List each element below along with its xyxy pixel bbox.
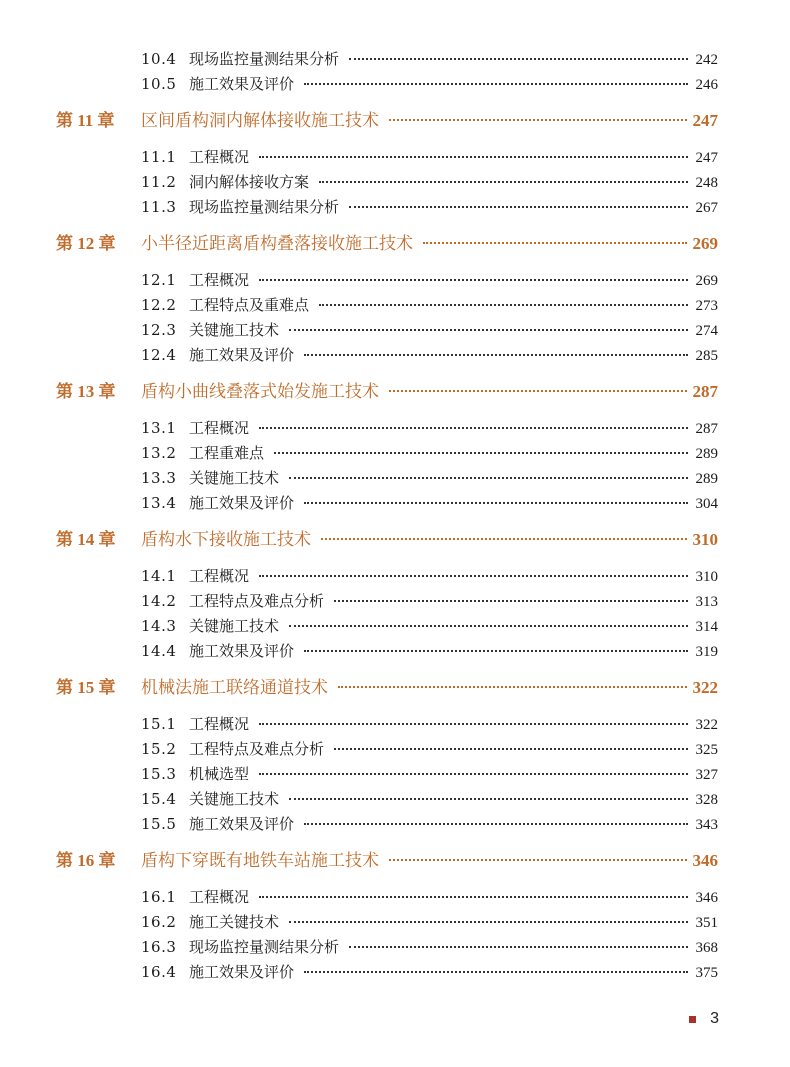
dot-leader [304, 502, 688, 504]
toc-section-entry[interactable] [56, 935, 718, 960]
dot-leader [389, 119, 687, 121]
section-number: 13.4 [141, 494, 177, 512]
toc-section-entry[interactable] [56, 195, 718, 220]
entry-title: 工程特点及难点分析 [189, 592, 325, 610]
dot-leader [321, 538, 687, 540]
entry-page-number: 248 [695, 175, 718, 191]
toc-section-entry[interactable] [56, 787, 718, 812]
chapter-number: 第 12 章 [56, 234, 116, 253]
entry-page-number: 247 [692, 111, 718, 130]
toc-section-entry[interactable] [56, 737, 718, 762]
toc-chapter-entry[interactable] [56, 849, 718, 873]
entry-title: 工程概况 [189, 148, 250, 166]
dot-leader [259, 427, 688, 429]
toc-section-entry[interactable] [56, 910, 718, 935]
chapter-number: 第 11 章 [56, 111, 115, 130]
entry-title: 工程概况 [189, 271, 250, 289]
section-number: 15.5 [141, 815, 177, 833]
toc-section-entry[interactable] [56, 293, 718, 318]
entry-title: 区间盾构洞内解体接收施工技术 [141, 111, 379, 131]
dot-leader [304, 650, 688, 652]
entry-title: 小半径近距离盾构叠落接收施工技术 [141, 234, 413, 254]
toc-chapter-entry[interactable] [56, 528, 718, 552]
section-number: 10.5 [141, 75, 177, 93]
entry-page-number: 322 [692, 678, 718, 697]
section-number: 12.4 [141, 346, 177, 364]
section-number: 10.4 [141, 50, 177, 68]
square-marker-icon [689, 1016, 696, 1023]
entry-page-number: 346 [692, 851, 718, 870]
section-number: 13.3 [141, 469, 177, 487]
section-number: 15.3 [141, 765, 177, 783]
dot-leader [259, 279, 688, 281]
entry-title: 关键施工技术 [189, 617, 280, 635]
entry-page-number: 322 [695, 717, 718, 733]
toc-section-entry[interactable] [56, 47, 718, 72]
entry-title: 现场监控量测结果分析 [189, 938, 340, 956]
entry-page-number: 246 [695, 77, 718, 93]
entry-title: 施工效果及评价 [189, 75, 295, 93]
dot-leader [304, 823, 688, 825]
toc-section-entry[interactable] [56, 318, 718, 343]
entry-title: 现场监控量测结果分析 [189, 50, 340, 68]
entry-title: 工程概况 [189, 888, 250, 906]
entry-page-number: 310 [695, 569, 718, 585]
entry-page-number: 351 [695, 915, 718, 931]
section-number: 14.4 [141, 642, 177, 660]
dot-leader [319, 304, 688, 306]
toc-section-entry[interactable] [56, 491, 718, 516]
toc-chapter-entry[interactable] [56, 109, 718, 133]
section-number: 15.1 [141, 715, 177, 733]
entry-title: 工程重难点 [189, 444, 265, 462]
section-number: 16.1 [141, 888, 177, 906]
entry-page-number: 328 [695, 792, 718, 808]
section-number: 12.1 [141, 271, 177, 289]
entry-title: 洞内解体接收方案 [189, 173, 310, 191]
section-number: 16.3 [141, 938, 177, 956]
toc-section-entry[interactable] [56, 441, 718, 466]
section-number: 14.1 [141, 567, 177, 585]
entry-title: 施工效果及评价 [189, 642, 295, 660]
entry-title: 盾构小曲线叠落式始发施工技术 [141, 382, 379, 402]
toc-section-entry[interactable] [56, 589, 718, 614]
toc-chapter-entry[interactable] [56, 232, 718, 256]
toc-section-entry[interactable] [56, 614, 718, 639]
toc-section-entry[interactable] [56, 416, 718, 441]
toc-section-entry[interactable] [56, 343, 718, 368]
entry-title: 工程概况 [189, 567, 250, 585]
section-number: 16.4 [141, 963, 177, 981]
page-footer [689, 1010, 719, 1028]
toc-chapter-entry[interactable] [56, 676, 718, 700]
toc-section-entry[interactable] [56, 960, 718, 985]
entry-page-number: 327 [695, 767, 718, 783]
toc-section-entry[interactable] [56, 712, 718, 737]
table-of-contents [56, 47, 718, 985]
entry-title: 关键施工技术 [189, 469, 280, 487]
dot-leader [259, 156, 688, 158]
dot-leader [349, 58, 688, 60]
section-number: 15.2 [141, 740, 177, 758]
dot-leader [289, 798, 688, 800]
entry-title: 现场监控量测结果分析 [189, 198, 340, 216]
section-number: 13.1 [141, 419, 177, 437]
entry-page-number: 287 [692, 382, 718, 401]
dot-leader [319, 181, 688, 183]
toc-chapter-entry[interactable] [56, 380, 718, 404]
entry-page-number: 242 [695, 52, 718, 68]
chapter-number: 第 16 章 [56, 851, 116, 870]
section-number: 14.3 [141, 617, 177, 635]
entry-page-number: 287 [695, 421, 718, 437]
entry-page-number: 273 [695, 298, 718, 314]
entry-page-number: 368 [695, 940, 718, 956]
toc-section-entry[interactable] [56, 466, 718, 491]
section-number: 12.2 [141, 296, 177, 314]
entry-page-number: 304 [695, 496, 718, 512]
entry-title: 施工效果及评价 [189, 494, 295, 512]
entry-page-number: 269 [695, 273, 718, 289]
chapter-number: 第 15 章 [56, 678, 116, 697]
section-number: 12.3 [141, 321, 177, 339]
dot-leader [338, 686, 687, 688]
entry-page-number: 274 [695, 323, 718, 339]
entry-title: 盾构下穿既有地铁车站施工技术 [141, 851, 379, 871]
dot-leader [304, 83, 688, 85]
toc-section-entry[interactable] [56, 762, 718, 787]
dot-leader [304, 354, 688, 356]
entry-page-number: 310 [692, 530, 718, 549]
entry-title: 机械选型 [189, 765, 250, 783]
dot-leader [274, 452, 688, 454]
section-number: 11.2 [141, 173, 177, 191]
dot-leader [304, 971, 688, 973]
toc-section-entry[interactable] [56, 885, 718, 910]
chapter-number: 第 13 章 [56, 382, 116, 401]
dot-leader [349, 206, 688, 208]
entry-title: 施工效果及评价 [189, 963, 295, 981]
dot-leader [289, 921, 688, 923]
dot-leader [389, 859, 687, 861]
entry-title: 关键施工技术 [189, 321, 280, 339]
section-number: 11.3 [141, 198, 177, 216]
section-number: 15.4 [141, 790, 177, 808]
toc-section-entry[interactable] [56, 145, 718, 170]
entry-page-number: 319 [695, 644, 718, 660]
toc-section-entry[interactable] [56, 72, 718, 97]
entry-title: 工程特点及难点分析 [189, 740, 325, 758]
entry-title: 工程概况 [189, 419, 250, 437]
dot-leader [423, 242, 687, 244]
entry-title: 施工效果及评价 [189, 346, 295, 364]
dot-leader [389, 390, 687, 392]
section-number: 13.2 [141, 444, 177, 462]
entry-page-number: 267 [695, 200, 718, 216]
dot-leader [289, 329, 688, 331]
entry-page-number: 269 [692, 234, 718, 253]
entry-title: 工程特点及重难点 [189, 296, 310, 314]
toc-section-entry[interactable] [56, 564, 718, 589]
dot-leader [334, 600, 688, 602]
entry-title: 关键施工技术 [189, 790, 280, 808]
entry-page-number: 247 [695, 150, 718, 166]
entry-page-number: 289 [695, 471, 718, 487]
toc-section-entry[interactable] [56, 268, 718, 293]
dot-leader [334, 748, 688, 750]
dot-leader [349, 946, 688, 948]
section-number: 16.2 [141, 913, 177, 931]
entry-page-number: 346 [695, 890, 718, 906]
dot-leader [289, 477, 688, 479]
section-number: 14.2 [141, 592, 177, 610]
entry-page-number: 285 [695, 348, 718, 364]
entry-page-number: 289 [695, 446, 718, 462]
section-number: 11.1 [141, 148, 177, 166]
entry-page-number: 375 [695, 965, 718, 981]
dot-leader [259, 723, 688, 725]
entry-title: 盾构水下接收施工技术 [141, 530, 311, 550]
dot-leader [259, 575, 688, 577]
dot-leader [259, 773, 688, 775]
entry-title: 机械法施工联络通道技术 [141, 678, 328, 698]
dot-leader [259, 896, 688, 898]
entry-title: 工程概况 [189, 715, 250, 733]
chapter-number: 第 14 章 [56, 530, 116, 549]
entry-page-number: 313 [695, 594, 718, 610]
dot-leader [289, 625, 688, 627]
toc-section-entry[interactable] [56, 639, 718, 664]
entry-page-number: 343 [695, 817, 718, 833]
entry-page-number: 325 [695, 742, 718, 758]
entry-page-number: 314 [695, 619, 718, 635]
entry-title: 施工关键技术 [189, 913, 280, 931]
entry-title: 施工效果及评价 [189, 815, 295, 833]
toc-section-entry[interactable] [56, 812, 718, 837]
page-number: 3 [710, 1010, 719, 1027]
toc-section-entry[interactable] [56, 170, 718, 195]
